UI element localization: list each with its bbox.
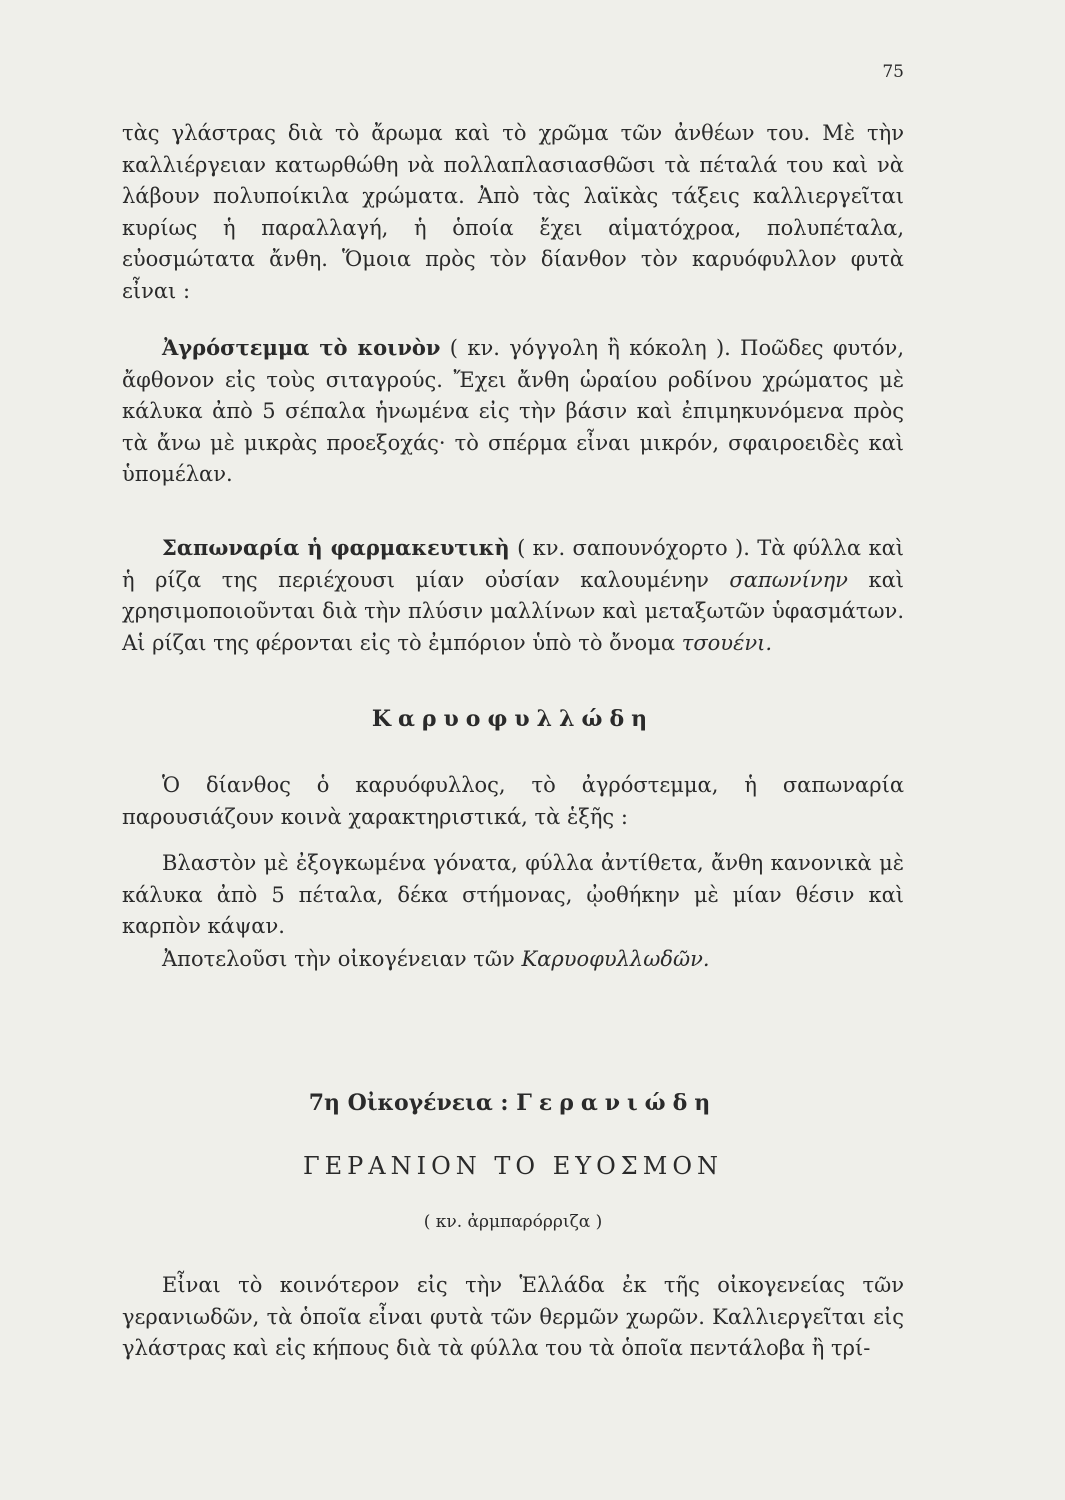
paragraph-saponaria [122,532,904,659]
page-number: 75 [882,62,904,82]
paragraph-characteristics [122,848,904,943]
geranium-text: Εἶναι τὸ κοινότερον εἰς τὴν Ἑλλάδα ἐκ τῆς οἰκογενείας τῶν γερανιωδῶν, τὰ ὁποῖα εἶναι φυτὰ τῶν θερμῶν χωρῶν. Καλλιεργεῖται εἰς γλάστρας καὶ εἰς κήπους διὰ τὰ φύλλα του τὰ ὁποῖα πεντάλοβα ἢ τρί- [122,1273,904,1360]
family-italic: Καρυοφυλλωδῶν. [521,947,710,971]
heading-family-7 [122,1090,904,1116]
paragraph-family [122,944,904,976]
family-text: Ἀποτελοῦσι τὴν οἰκογένειαν τῶν [162,947,522,971]
saponaria-italic-2: τσουένι. [681,630,773,655]
species-common-name: ( κν. ἀρμπαρόρριζα ) [423,1212,603,1232]
saponaria-name: Σαπωναρία ἡ φαρμακευτικὴ [162,535,510,560]
characteristics-text: Βλαστὸν μὲ ἐξογκωμένα γόνατα, φύλλα ἀντίθετα, ἄνθη κανονικὰ μὲ κάλυκα ἀπὸ 5 πέταλα, δέκα στήμονας, ᾠοθήκην μὲ μίαν θέσιν καὶ καρπὸν κάψαν. [122,851,904,938]
paragraph-intro [122,118,904,307]
heading-karyofyllodi: Καρυοφυλλώδη [371,706,655,732]
paragraph-intro-text: τὰς γλάστρας διὰ τὸ ἄρωμα καὶ τὸ χρῶμα τῶν ἀνθέων του. Μὲ τὴν καλλιέργειαν κατωρθώθη νὰ πολλαπλασιασθῶσι τὰ πέταλά του καὶ νὰ λάβουν πολυποίκιλα χρώματα. Ἀπὸ τὰς λαϊκὰς τάξεις καλλιεργεῖται κυρίως ἡ παραλλαγή, ἡ ὁποία ἔχει αἱματόχροα, πολυπέταλα, εὐοσμώτατα ἄνθη. Ὅμοια πρὸς τὸν δίανθον τὸν καρυόφυλλον φυτὰ εἶναι : [122,121,904,303]
saponaria-italic-1: σαπωνίνην [729,567,848,592]
species-title: ΓΕΡΑΝΙΟΝ ΤΟ ΕΥΟΣΜΟΝ [302,1152,723,1180]
paragraph-common-traits [122,770,904,833]
agrostemma-text: ( κν. γόγγολη ἢ κόκολη ). Ποῶδες φυτόν, ἄφθονον εἰς τοὺς σιταγρούς. Ἔχει ἄνθη ὡραίου ροδίνου χρώματος μὲ κάλυκα ἀπὸ 5 σέπαλα ἡνωμένα εἰς τὴν βάσιν καὶ ἐπιμηκυνόμενα πρὸς τὰ ἄνω μὲ μικρὰς προεξοχάς· τὸ σπέρμα εἶναι μικρόν, σφαιροειδὲς καὶ ὑπομέλαν. [122,336,904,486]
common-traits-text: Ὁ δίανθος ὁ καρυόφυλλος, τὸ ἀγρόστεμμα, ἡ σαπωναρία παρουσιάζουν κοινὰ χαρακτηριστικά, τὰ ἑξῆς : [122,773,904,829]
agrostemma-name: Ἀγρόστεμμα τὸ κοινὸν [162,335,441,360]
paragraph-geranium [122,1270,904,1365]
family-7-prefix: 7η Οἰκογένεια : [308,1090,517,1116]
saponaria-text-1: ( κν. σαπουνόχορτο ). Τὰ φύλλα καὶ ἡ ρίζα της περιέχουσι μίαν οὐσίαν καλουμένην [122,536,904,592]
family-7-name: Γερανιώδη [516,1090,718,1116]
paragraph-agrostemma [122,332,904,491]
saponaria-text-2: καὶ χρησιμοποιοῦνται διὰ τὴν πλύσιν μαλλίνων καὶ μεταξωτῶν ὑφασμάτων. Αἱ ρίζαι της φέρονται εἰς τὸ ἐμπόριον ὑπὸ τὸ ὄνομα [122,567,904,655]
